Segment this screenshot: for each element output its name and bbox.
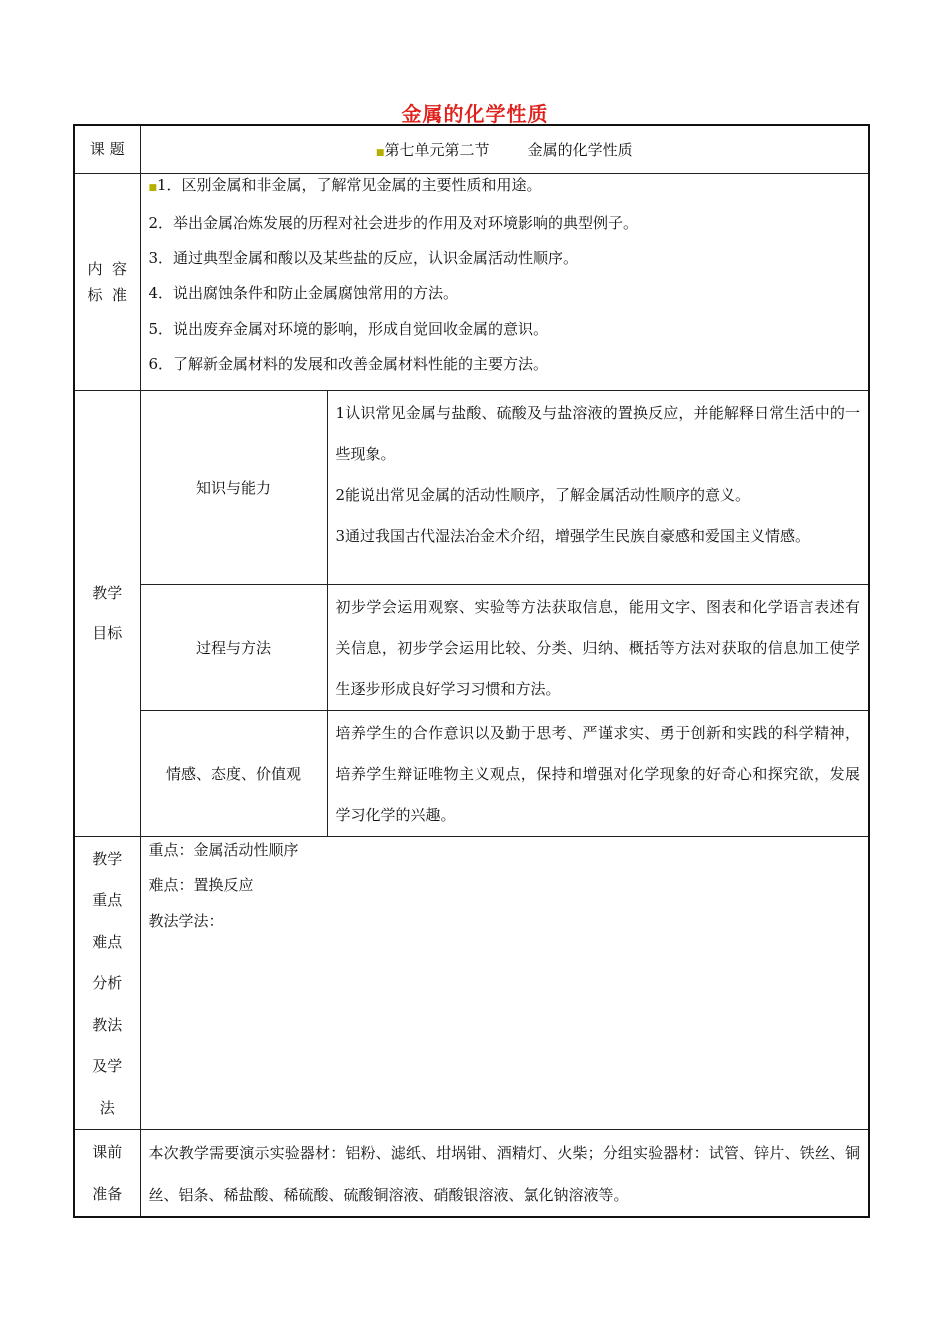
standard-item: 5．说出废弃金属对环境的影响，形成自觉回收金属的意识。	[148, 319, 549, 338]
standard-item: 6．了解新金属材料的发展和改善金属材料性能的主要方法。	[148, 354, 549, 373]
margin-mark: ■	[148, 182, 158, 193]
goal-text	[327, 390, 869, 584]
goal-text	[327, 584, 869, 710]
standards-row	[74, 173, 869, 390]
standard-item: 3．通过典型金属和酸以及某些盐的反应，认识金属活动性顺序。	[148, 249, 579, 268]
goal-line: 1认识常见金属与盐酸、硫酸及与盐溶液的置换反应，并能解释日常生活中的一些现象。	[335, 403, 861, 463]
analysis-label-line: 难点	[92, 932, 123, 951]
preparation-label	[74, 1130, 140, 1218]
analysis-line: 教法学法：	[148, 911, 224, 930]
preparation-text: 本次教学需要演示实验器材：铝粉、滤纸、坩埚钳、酒精灯、火柴；分组实验器材：试管、锌片、铁丝、铜丝、铝条、稀盐酸、稀硫酸、硫酸铜溶液、硝酸银溶液、氯化钠溶液等。	[140, 1130, 869, 1218]
analysis-label-line: 教学	[92, 849, 123, 868]
standards-label-line: 内 容	[87, 259, 128, 278]
analysis-label-line: 重点	[92, 891, 123, 909]
goal-row-knowledge	[74, 390, 869, 584]
analysis-line: 难点：置换反应	[148, 876, 254, 894]
standards-label-line: 标 准	[87, 285, 128, 304]
goals-label-line: 教学	[92, 584, 123, 602]
document-title: 金属的化学性质	[401, 102, 549, 126]
standard-item: 4．说出腐蚀条件和防止金属腐蚀常用的方法。	[148, 284, 459, 303]
preparation-label-line: 课前	[92, 1143, 123, 1161]
goal-line: 培养学生的合作意识以及勤于思考、严谨求实、勇于创新和实践的科学精神，培养学生辩证唯物主义观点，保持和增强对化学现象的好奇心和探究欲，发展学习化学的兴趣。	[335, 723, 861, 824]
standards-label	[74, 173, 140, 390]
goal-text	[327, 710, 869, 836]
analysis-row	[74, 836, 869, 1130]
preparation-label-line: 准备	[92, 1184, 123, 1203]
analysis-label-line: 法	[99, 1098, 115, 1117]
analysis-line: 重点：金属活动性顺序	[148, 840, 299, 859]
goal-category: 过程与方法	[140, 584, 327, 710]
standards-content	[140, 173, 869, 390]
margin-mark: ■	[375, 147, 385, 158]
analysis-content	[140, 836, 869, 1130]
standard-item: 2．举出金属冶炼发展的历程对社会进步的作用及对环境影响的典型例子。	[148, 213, 639, 232]
goal-row-process	[74, 584, 869, 710]
analysis-label-line: 及学	[92, 1057, 123, 1075]
analysis-label-line: 教法	[92, 1015, 123, 1034]
goal-row-attitude	[74, 710, 869, 836]
topic-row	[74, 125, 869, 173]
goals-label	[74, 390, 140, 836]
goal-line: 3通过我国古代湿法冶金术介绍，增强学生民族自豪感和爱国主义情感。	[335, 526, 811, 545]
analysis-label-line: 分析	[92, 974, 123, 992]
goals-label-line: 目标	[92, 624, 123, 642]
goal-category: 情感、态度、价值观	[140, 710, 327, 836]
goal-line: 初步学会运用观察、实验等方法获取信息，能用文字、图表和化学语言表述有关信息，初步学会运用比较、分类、归纳、概括等方法对获取的信息加工使学生逐步形成良好学习习惯和方法。	[335, 597, 861, 698]
preparation-row	[74, 1130, 869, 1218]
topic-label: 课 题	[74, 125, 140, 173]
analysis-label	[74, 836, 140, 1130]
standard-item: ■1．区别金属和非金属，了解常见金属的主要性质和用途。	[148, 175, 542, 194]
topic-value	[140, 125, 869, 173]
goal-category: 知识与能力	[140, 390, 327, 584]
lesson-plan-table	[73, 124, 870, 1218]
goal-line: 2能说出常见金属的活动性顺序，了解金属活动性顺序的意义。	[335, 485, 751, 504]
topic-value-text: 第七单元第二节 金属的化学性质	[384, 140, 633, 159]
